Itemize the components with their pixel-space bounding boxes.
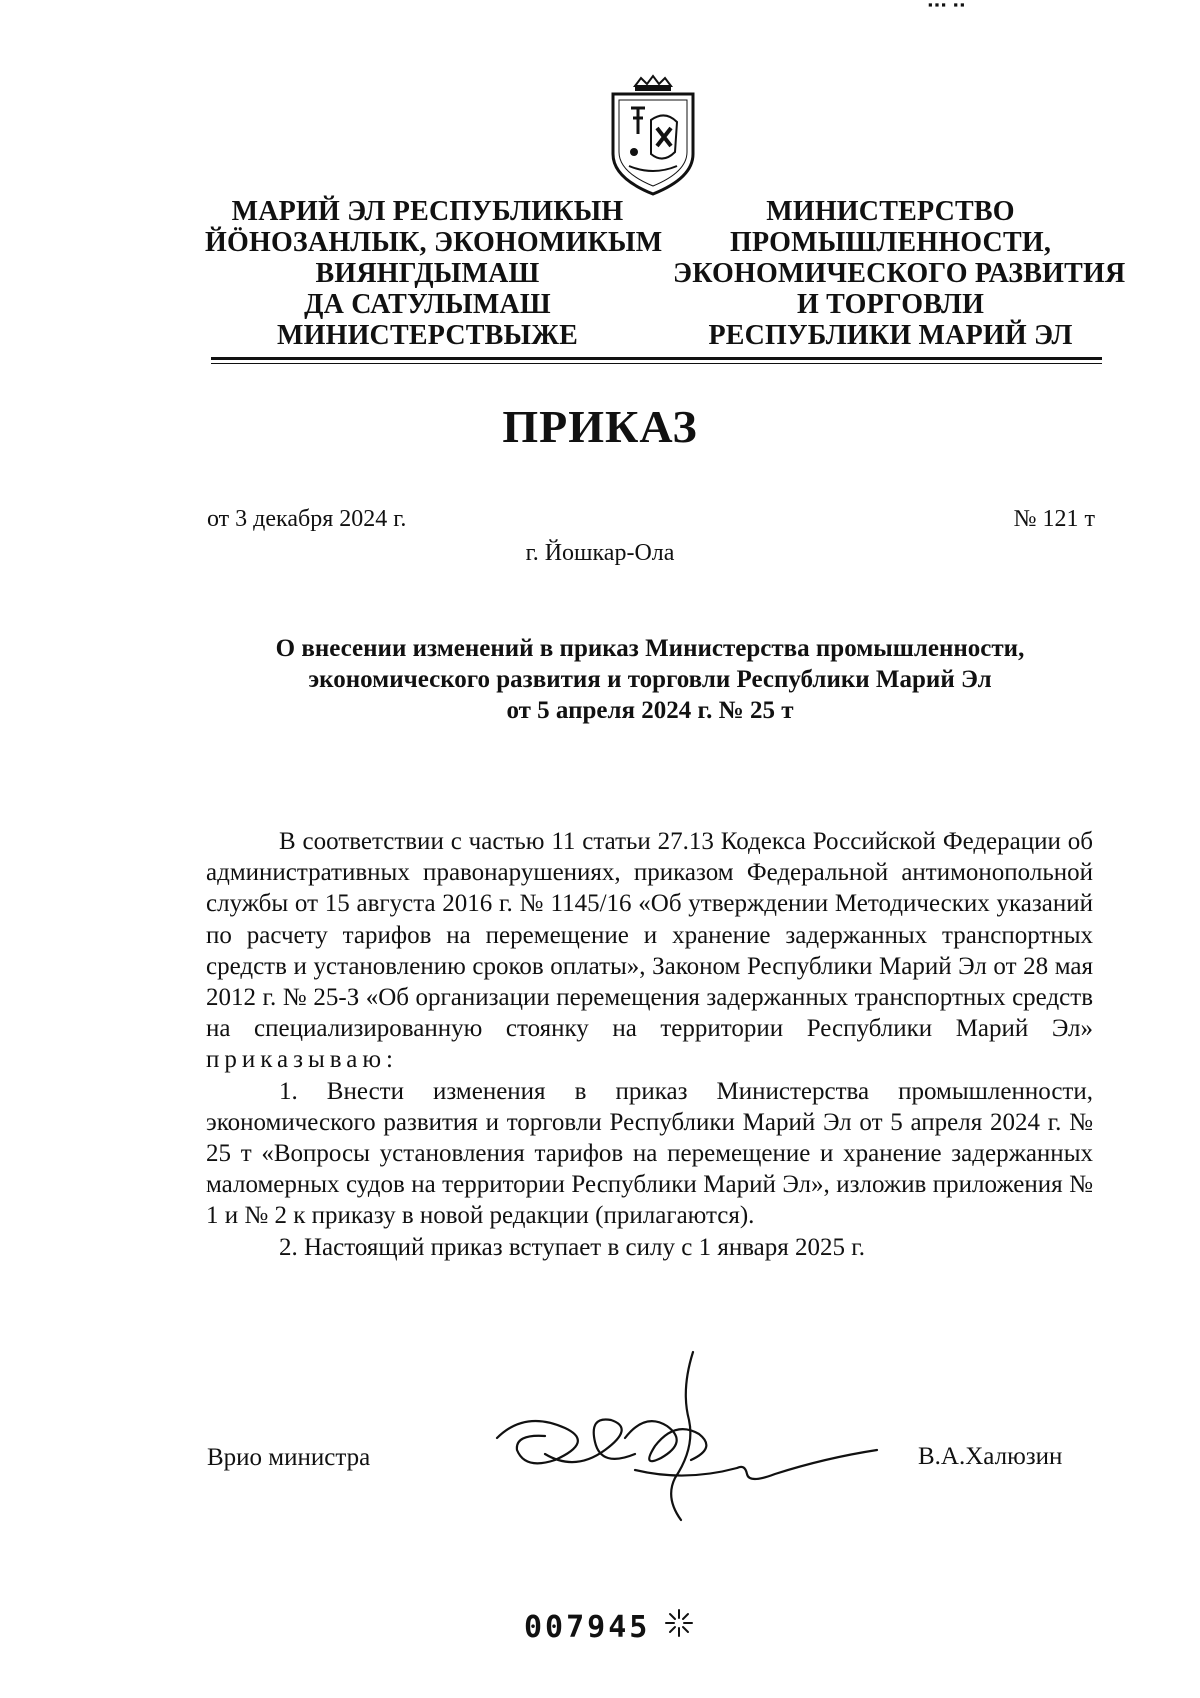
subject-line: экономического развития и торговли Республики Марий Эл: [308, 666, 992, 693]
order-item-1: 1. Внести изменения в приказ Министерства промышленности, экономического развития и торговли Республики Марий Эл от 5 апреля 2024 г. № 25 т «Вопросы установления тарифов на перемещение и хранение задержанных маломерных судов на территории Республики Марий Эл», изложив приложения № 1 и № 2 к приказу в новой редакции (прилагаются).: [206, 1077, 1093, 1230]
asterisk-mark-icon: [662, 1606, 696, 1640]
header-mari-lines: [205, 196, 663, 351]
subject-line: от 5 апреля 2024 г. № 25 т: [506, 697, 794, 724]
header-mari-line: МАРИЙ ЭЛ РЕСПУБЛИКЫН: [231, 196, 624, 227]
header-russian-lines: [673, 196, 1126, 351]
header-russian-line: ПРОМЫШЛЕННОСТИ,: [729, 227, 1052, 258]
signatory-name: В.А.Халюзин: [918, 1443, 1063, 1470]
order-word: приказываю:: [206, 1046, 398, 1074]
preamble-text: В соответствии с частью 11 статьи 27.13 Кодекса Российской Федерации об административных правонарушениях, приказом Федеральной антимонопольной службы от 15 августа 2016 г. № 1145/16 «Об утверждении Методических указаний по расчету тарифов на перемещение и хранение задержанных транспортных средств и установлению сроков оплаты», Законом Республики Марий Эл от 28 мая 2012 г. № 25-З «Об организации перемещения задержанных транспортных средств на специализированную стоянку на территории Республики Марий Эл»: [206, 828, 1093, 1043]
document-number: № 121 т: [1013, 506, 1095, 532]
serial-number: 007945: [524, 1610, 651, 1645]
document-body: [206, 826, 1093, 1263]
subject-line: О внесении изменений в приказ Министерства промышленности,: [275, 635, 1025, 662]
header-divider-thick: [211, 357, 1102, 360]
header-divider-thin: [211, 363, 1102, 364]
top-edge-mark: ▪▪▪ ▪▪: [928, 0, 967, 12]
document-title: ПРИКАЗ: [502, 401, 698, 452]
signatory-position: Врио министра: [207, 1444, 371, 1471]
header-russian-line: ЭКОНОМИЧЕСКОГО РАЗВИТИЯ: [673, 258, 1126, 289]
header-mari-line: ЙӦНОЗАНЛЫК, ЭКОНОМИКЫМ: [205, 227, 663, 258]
header-russian-line: РЕСПУБЛИКИ МАРИЙ ЭЛ: [708, 320, 1073, 351]
document-city: г. Йошкар-Ола: [525, 540, 675, 566]
order-item-2: 2. Настоящий приказ вступает в силу с 1 января 2025 г.: [279, 1233, 865, 1261]
header-mari-line: МИНИСТЕРСТВЫЖЕ: [276, 320, 578, 351]
document-subject: [200, 633, 1100, 726]
header-russian-line: И ТОРГОВЛИ: [796, 289, 985, 320]
handwritten-signature: [485, 1350, 885, 1525]
header-mari-line: ДА САТУЛЫМАШ: [304, 289, 551, 320]
preamble-paragraph: [206, 826, 1093, 1076]
coat-of-arms-icon: [605, 74, 701, 198]
document-date: от 3 декабря 2024 г.: [207, 506, 407, 532]
header-russian-line: МИНИСТЕРСТВО: [766, 196, 1015, 227]
header-mari-line: ВИЯНГДЫМАШ: [315, 258, 540, 289]
